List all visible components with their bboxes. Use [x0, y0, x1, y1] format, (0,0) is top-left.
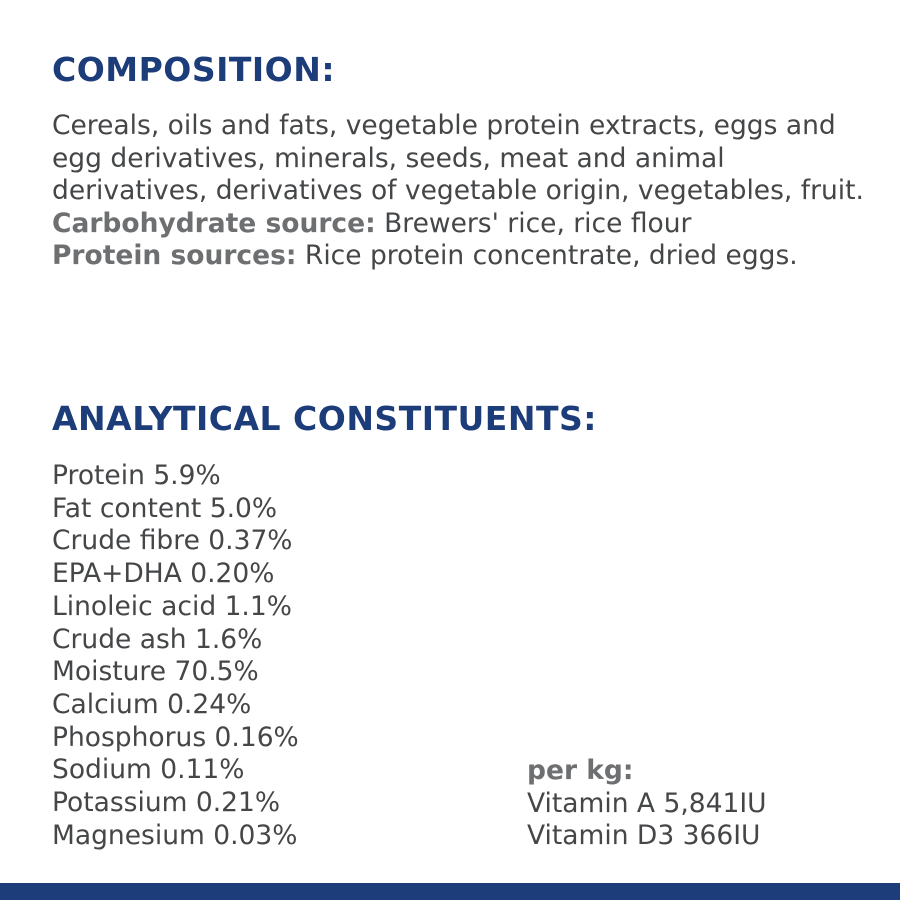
composition-heading: COMPOSITION: [52, 50, 336, 89]
composition-ingredients: Cereals, oils and fats, vegetable protein extracts, eggs and egg derivatives, minerals, seeds, meat and animal derivatives, derivatives of vegetable origin, vegetables, fruit. [52, 110, 864, 206]
constituent-item: Protein 5.9% [52, 460, 221, 491]
protein-sources-label: Protein sources: [52, 240, 297, 271]
composition-text [52, 110, 882, 273]
constituent-item: Moisture 70.5% [52, 656, 259, 688]
constituent-item: Magnesium 0.03% [52, 819, 298, 851]
constituent-item: EPA+DHA 0.20% [52, 558, 275, 590]
protein-sources-value: Rice protein concentrate, dried eggs. [296, 240, 798, 271]
per-kg-label: per kg: [527, 755, 634, 786]
constituent-item: Phosphorus 0.16% [52, 721, 299, 753]
per-kg-section [527, 755, 767, 853]
constituent-item: Potassium 0.21% [52, 787, 281, 819]
analytical-constituents-list [52, 460, 299, 852]
carbohydrate-source-value: Brewers' rice, rice flour [375, 207, 692, 239]
vitamin-item: Vitamin D3 366IU [527, 820, 761, 852]
constituent-item: Crude ash 1.6% [52, 623, 263, 655]
constituent-item: Fat content 5.0% [52, 492, 278, 524]
per-kg-list [527, 788, 767, 853]
analytical-constituents-heading: ANALYTICAL CONSTITUENTS: [52, 399, 597, 438]
vitamin-item: Vitamin A 5,841IU [527, 787, 767, 819]
footer-bar [0, 883, 900, 900]
constituent-item: Linoleic acid 1.1% [52, 590, 292, 622]
constituent-item: Calcium 0.24% [52, 688, 252, 720]
constituent-item: Crude fibre 0.37% [52, 525, 293, 557]
constituent-item: Sodium 0.11% [52, 754, 245, 786]
carbohydrate-source-label: Carbohydrate source: [52, 207, 376, 239]
